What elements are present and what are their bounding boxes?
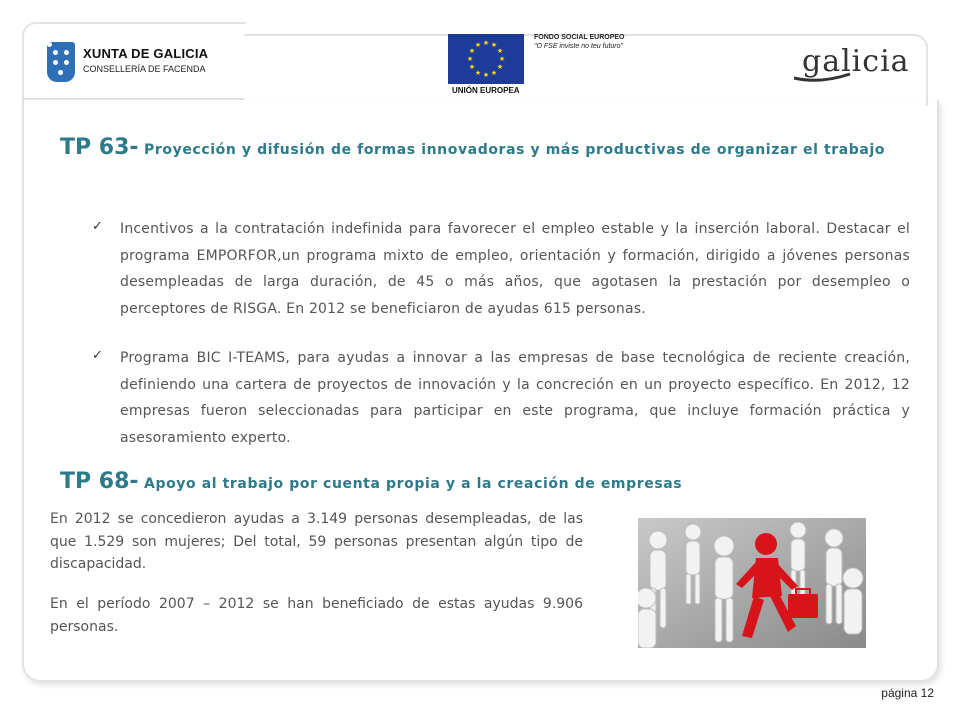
fse-title: FONDO SOCIAL EUROPEO (534, 34, 625, 41)
svg-text:★: ★ (468, 63, 476, 71)
tp63-heading (60, 134, 940, 164)
tp63-bullet-2: Programa BIC I-TEAMS, para ayudas a innovar a las empresas de base tecnológica de reciente creación, definiendo una cartera de proyectos de innovación y la concreción en un proyecto específico. En 2012, 12 empresas fueron seleccionadas para participar en este programa, que incluye formación práctica y asesoramiento experto. (120, 350, 910, 446)
page-number: página 12 (881, 686, 934, 700)
entrepreneur-illustration (638, 518, 866, 648)
galicia-shield-icon (47, 42, 75, 82)
galicia-wordmark: galicia (802, 44, 910, 79)
xunta-subtitle: CONSELLERÍA DE FACENDA (83, 64, 206, 74)
xunta-title: XUNTA DE GALICIA (83, 46, 209, 61)
svg-text:★: ★ (474, 41, 482, 49)
svg-text:★: ★ (490, 69, 498, 77)
svg-text:★: ★ (490, 41, 498, 49)
svg-text:★: ★ (468, 47, 476, 55)
tp68-paragraph-1: En 2012 se concedieron ayudas a 3.149 personas desempleadas, de las que 1.529 son mujeres; Del total, 59 personas presentan algún tipo de discapacidad. (50, 511, 583, 572)
eu-flag-icon (448, 34, 524, 84)
tp68-code: TP 68- (60, 469, 139, 494)
eu-label: UNIÓN EUROPEA (452, 86, 520, 95)
tp63-code: TP 63- (60, 135, 139, 160)
xunta-logo (47, 42, 227, 88)
svg-text:★: ★ (482, 71, 490, 79)
checkmark-icon: ✓ (92, 348, 103, 363)
checkmark-icon: ✓ (92, 219, 103, 234)
tp68-title: Apoyo al trabajo por cuenta propia y a la creación de empresas (138, 476, 683, 492)
tp68-paragraph-2: En el período 2007 – 2012 se han beneficiado de estas ayudas 9.906 personas. (50, 596, 583, 635)
fse-motto: "O FSE inviste no teu futuro" (534, 43, 624, 50)
tp68-heading (60, 468, 940, 498)
svg-text:★: ★ (466, 55, 474, 63)
svg-text:★: ★ (474, 69, 482, 77)
galicia-logo (790, 44, 910, 84)
svg-text:★: ★ (498, 55, 506, 63)
svg-text:★: ★ (482, 39, 490, 47)
tp63-bullet-1: Incentivos a la contratación indefinida para favorecer el empleo estable y la inserción laboral. Destacar el programa EMPORFOR,un programa mixto de empleo, orientación y formación, dirigido a jóvenes personas desempleadas de larga duración, de 45 o más años, que agotasen la prestación por desempleo o perceptores de RISGA. En 2012 se beneficiaron de ayudas 615 personas. (120, 221, 910, 317)
svg-text:★: ★ (496, 63, 504, 71)
svg-text:★: ★ (496, 47, 504, 55)
tp63-title: Proyección y difusión de formas innovadoras y más productivas de organizar el trabajo (138, 142, 886, 158)
